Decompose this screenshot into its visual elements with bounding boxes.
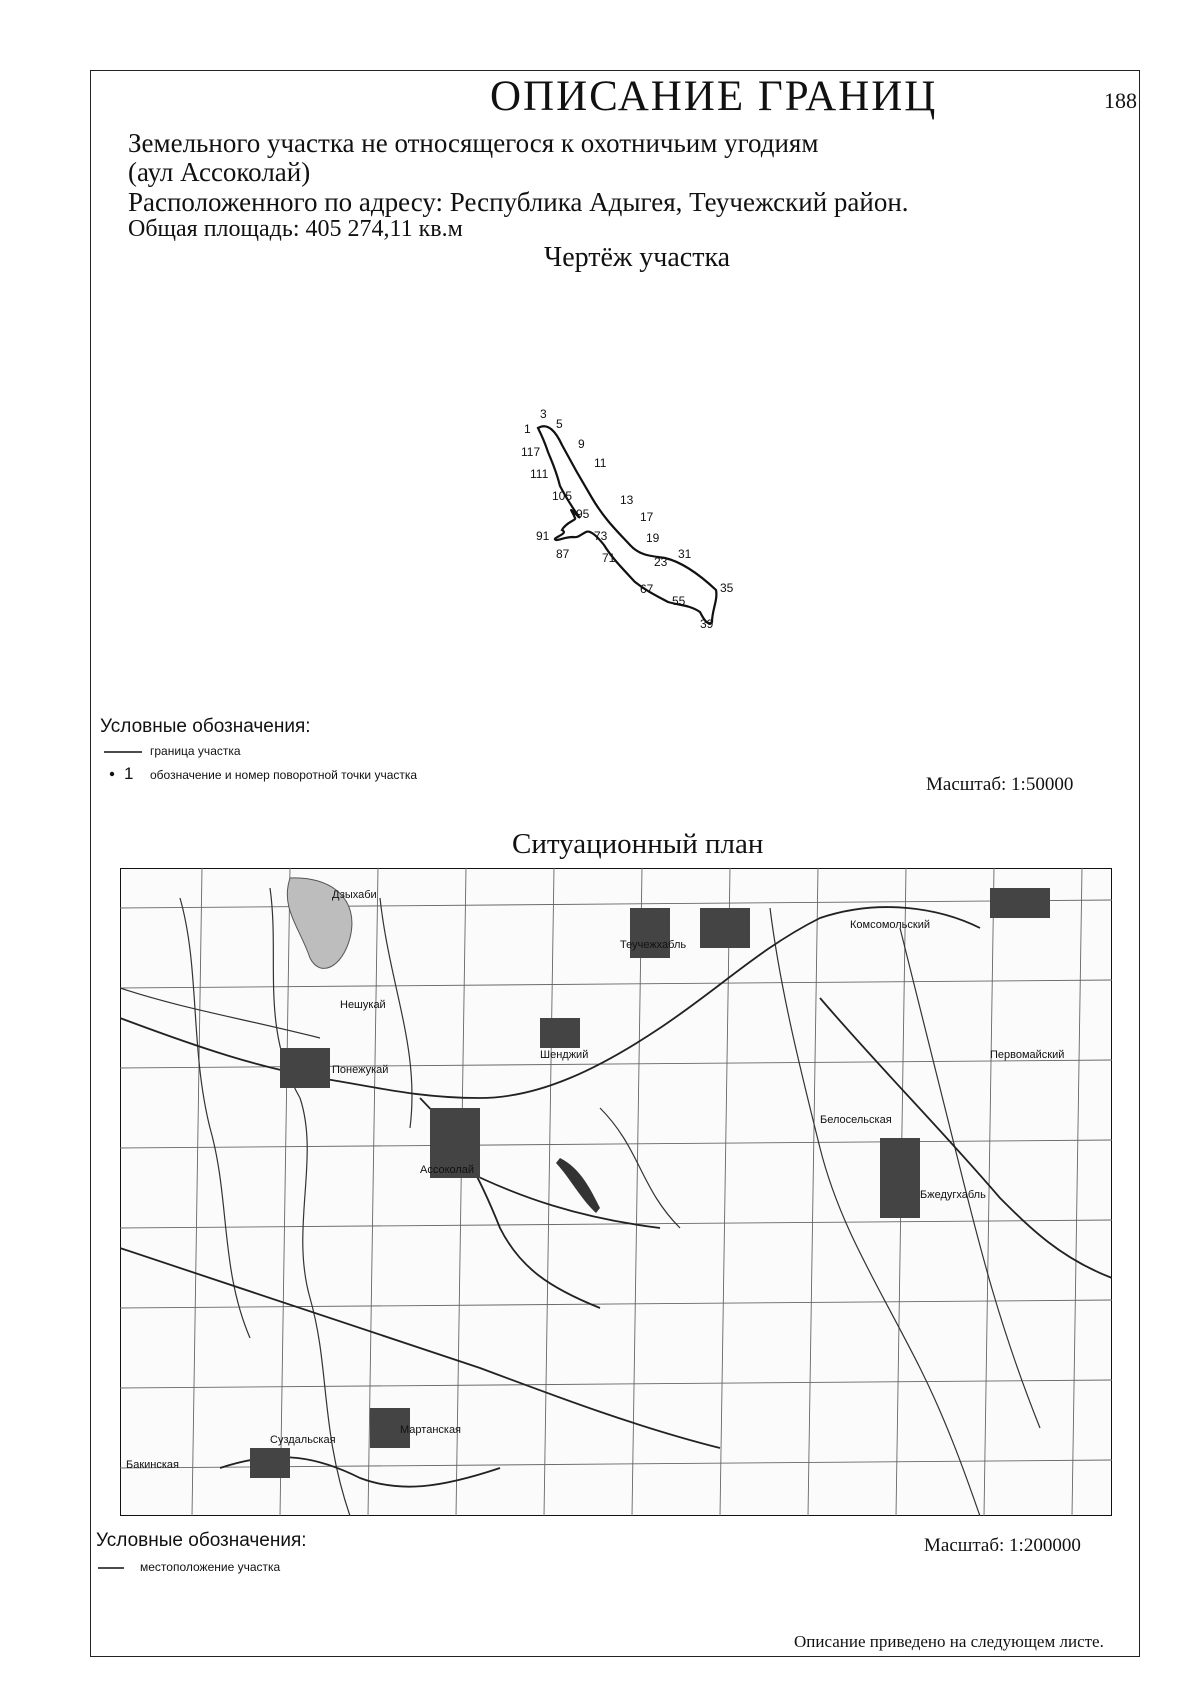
point-label-5: 5	[556, 417, 563, 431]
legend1-heading: Условные обозначения:	[100, 716, 311, 737]
point-label-111: 111	[530, 467, 549, 481]
point-label-71: 71	[602, 551, 616, 565]
point-label-9: 9	[578, 437, 585, 451]
situation-map	[120, 868, 1112, 1516]
point-label-95: 95	[576, 507, 590, 521]
point-label-117: 117	[521, 445, 541, 459]
footer-note: Описание приведено на следующем листе.	[794, 1632, 1104, 1651]
place-assokolay: Ассоколай	[420, 1164, 475, 1176]
point-label-11: 11	[594, 456, 607, 470]
intro-line-4: Общая площадь: 405 274,11 кв.м	[128, 216, 463, 242]
point-label-73: 73	[594, 529, 608, 543]
legend2-location-label: местоположение участка	[140, 1560, 281, 1574]
legend1-scale: Масштаб: 1:50000	[926, 774, 1074, 795]
point-label-31: 31	[678, 547, 692, 561]
legend1-point-label: обозначение и номер поворотной точки участка	[150, 768, 418, 782]
point-label-3: 3	[540, 407, 547, 421]
page-title: ОПИСАНИЕ ГРАНИЦ	[490, 73, 938, 120]
place-dzykhabl: Дзыхаби	[332, 889, 377, 901]
place-teuchezhkhabl: Теучежхабль	[620, 939, 687, 951]
intro-line-3: Расположенного по адресу: Республика Адыгея, Теучежский район.	[128, 187, 909, 217]
legend2-location-line	[98, 1565, 128, 1571]
point-label-35: 35	[720, 581, 734, 595]
legend2-scale: Масштаб: 1:200000	[924, 1535, 1081, 1556]
place-neshukay: Нешукай	[340, 999, 386, 1011]
legend1-point-dot	[108, 770, 116, 778]
point-label-87: 87	[556, 547, 570, 561]
plot-title: Чертёж участка	[544, 242, 731, 273]
place-bzhedugkhabl: Бжедугхабль	[920, 1189, 986, 1201]
point-label-17: 17	[640, 510, 654, 524]
place-shendzhiy: Шенджий	[540, 1049, 589, 1061]
place-martanskaya: Мартанская	[400, 1424, 462, 1436]
point-label-39: 39	[700, 617, 714, 631]
place-ponezhukay: Понежукай	[332, 1064, 389, 1076]
point-label-105: 105	[552, 489, 573, 503]
point-label-67: 67	[640, 582, 654, 596]
place-beloselskaya: Белосельская	[820, 1114, 892, 1126]
page-number: 188	[1104, 88, 1137, 113]
point-label-23: 23	[654, 555, 668, 569]
plot-boundary	[538, 426, 716, 623]
point-label-1: 1	[524, 422, 531, 436]
intro-line-1: Земельного участка не относящегося к охотничьим угодиям	[128, 128, 819, 158]
legend2-heading: Условные обозначения:	[96, 1530, 307, 1551]
point-label-19: 19	[646, 531, 660, 545]
intro-line-2: (аул Ассоколай)	[128, 157, 311, 187]
place-komsomolskiy: Комсомольский	[850, 919, 931, 931]
point-label-13: 13	[620, 493, 634, 507]
point-label-91: 91	[536, 529, 550, 543]
place-suzdalskaya: Суздальская	[270, 1434, 336, 1446]
place-bakinskaya: Бакинская	[126, 1459, 179, 1471]
legend1-point-marker: 1	[124, 764, 134, 783]
situation-title: Ситуационный план	[512, 828, 764, 860]
legend1-boundary-line	[104, 749, 144, 755]
point-label-55: 55	[672, 594, 686, 608]
legend1-boundary-label: граница участка	[150, 744, 241, 758]
place-pervomayskiy: Первомайский	[990, 1049, 1065, 1061]
